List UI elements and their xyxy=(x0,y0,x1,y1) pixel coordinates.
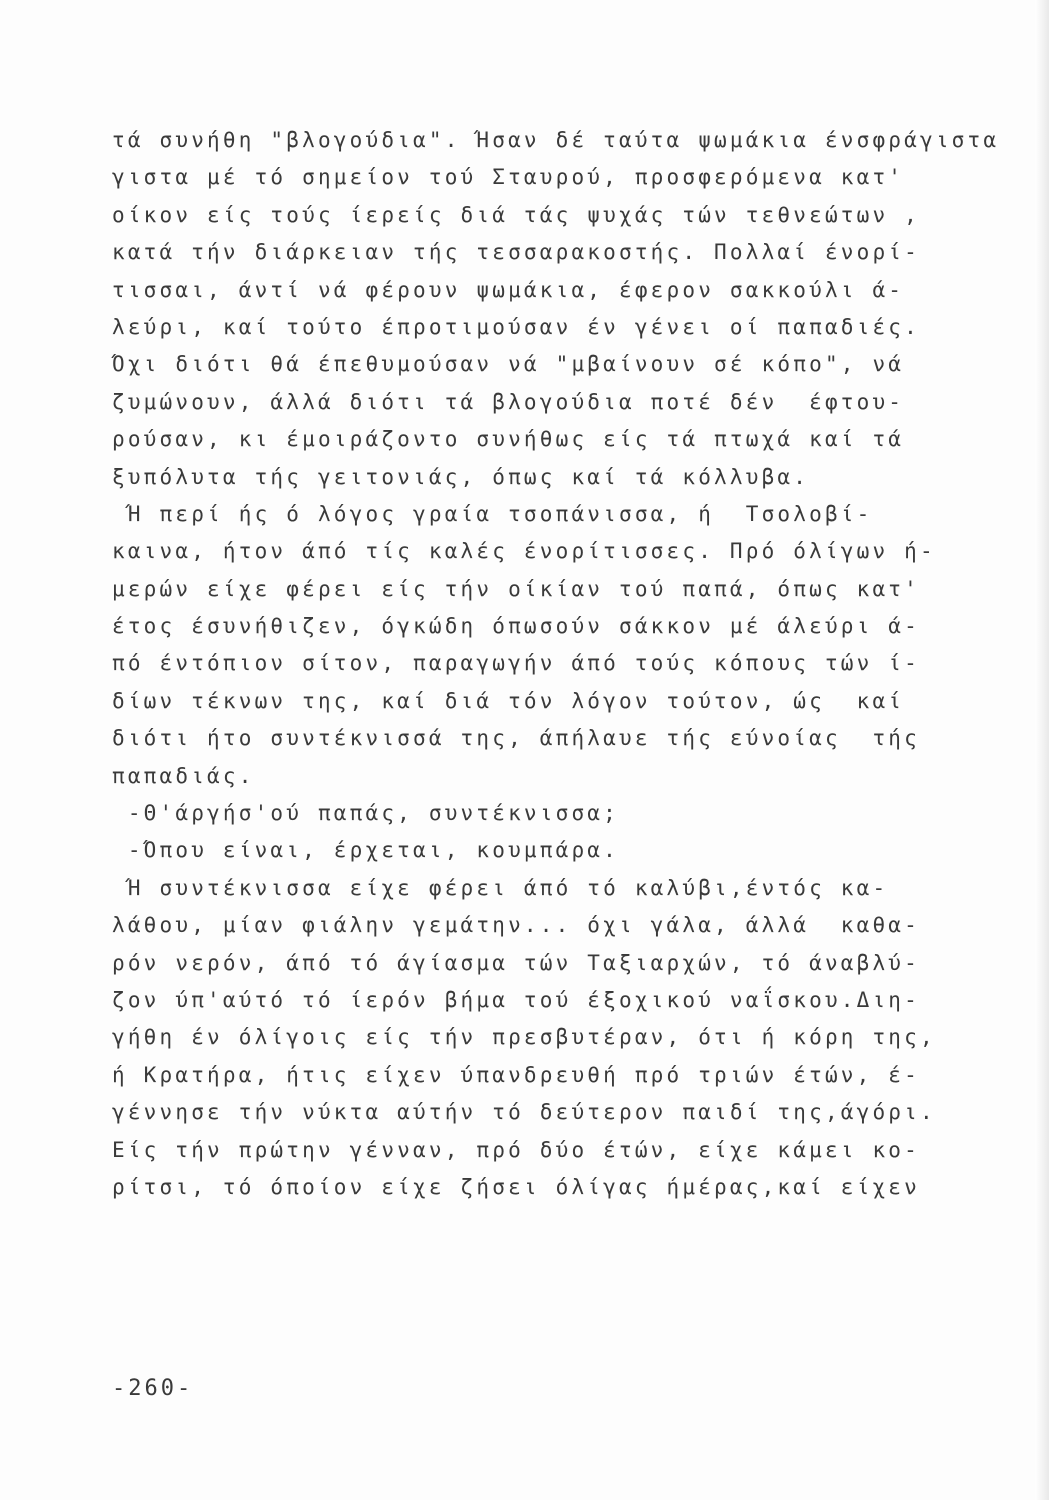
text-line: τισσαι, άντί νά φέρουν ψωμάκια, έφερον σακκούλι ά- xyxy=(112,277,905,302)
text-line: ρούσαν, κι έμοιράζοντο συνήθως είς τά πτωχά καί τά xyxy=(112,427,905,452)
page-number: -260- xyxy=(112,1376,194,1401)
text-line: πό έντόπιον σίτον, παραγωγήν άπό τούς κόπους τών ί- xyxy=(112,651,920,676)
text-line: ρόν νερόν, άπό τό άγίασμα τών Ταξιαρχών, τό άναβλύ- xyxy=(112,950,920,975)
text-line: κατά τήν διάρκειαν τής τεσσαρακοστής. Πολλαί ένορί- xyxy=(112,240,920,265)
text-line: ξυπόλυτα τής γειτονιάς, όπως καί τά κόλλυβα. xyxy=(112,464,810,489)
text-line: λάθου, μίαν φιάλην γεμάτην... όχι γάλα, άλλά καθα- xyxy=(112,913,920,938)
text-line: Όχι διότι θά έπεθυμούσαν νά "μβαίνουν σέ κόπο", νά xyxy=(112,352,905,377)
text-line: οίκον είς τούς ίερείς διά τάς ψυχάς τών τεθνεώτων , xyxy=(112,202,920,227)
text-line: γέννησε τήν νύκτα αύτήν τό δεύτερον παιδί της,άγόρι. xyxy=(112,1100,936,1125)
text-line: λεύρι, καί τούτο έπροτιμούσαν έν γένει οί παπαδιές. xyxy=(112,314,920,339)
text-line: Είς τήν πρώτην γένναν, πρό δύο έτών, είχε κάμει κο- xyxy=(112,1137,920,1162)
text-line: έτος έσυνήθιζεν, όγκώδη όπωσούν σάκκον μέ άλεύρι ά- xyxy=(112,614,920,639)
text-line: δίων τέκνων της, καί διά τόν λόγον τούτον, ώς καί xyxy=(112,688,905,713)
text-line: μερών είχε φέρει είς τήν οίκίαν τού παπά, όπως κατ' xyxy=(112,576,920,601)
text-line: διότι ήτο συντέκνισσά της, άπήλαυε τής εύνοίας τής xyxy=(112,726,920,751)
text-line: ή Κρατήρα, ήτις είχεν ύπανδρευθή πρό τριών έτών, έ- xyxy=(112,1062,920,1087)
text-line: παπαδιάς. xyxy=(112,763,255,788)
text-line: Ή συντέκνισσα είχε φέρει άπό τό καλύβι,έντός κα- xyxy=(112,875,889,900)
text-line: καινα, ήτον άπό τίς καλές ένορίτισσες. Πρό όλίγων ή- xyxy=(112,539,936,564)
page-binding-edge xyxy=(1035,0,1049,1500)
text-line: ζον ύπ'αύτό τό ίερόν βήμα τού έξοχικού ναΐσκου.Διη- xyxy=(112,987,920,1012)
dialogue-line: -Όπου είναι, έρχεται, κουμπάρα. xyxy=(112,838,619,863)
typescript-body xyxy=(112,122,1002,1206)
text-line: ρίτσι, τό όποίον είχε ζήσει όλίγας ήμέρας,καί είχεν xyxy=(112,1174,920,1199)
text-line: γήθη έν όλίγοις είς τήν πρεσβυτέραν, ότι ή κόρη της, xyxy=(112,1025,936,1050)
text-line: ζυμώνουν, άλλά διότι τά βλογούδια ποτέ δέν έφτου- xyxy=(112,389,905,414)
dialogue-line: -Θ'άργήσ'ού παπάς, συντέκνισσα; xyxy=(112,801,619,826)
text-line: τά συνήθη "βλογούδια". Ήσαν δέ ταύτα ψωμάκια ένσφράγιστα xyxy=(112,128,1000,152)
text-line: γιστα μέ τό σημείον τού Σταυρού, προσφερόμενα κατ' xyxy=(112,165,905,190)
text-line: Ή περί ής ό λόγος γραία τσοπάνισσα, ή Τσολοβί- xyxy=(112,501,873,526)
